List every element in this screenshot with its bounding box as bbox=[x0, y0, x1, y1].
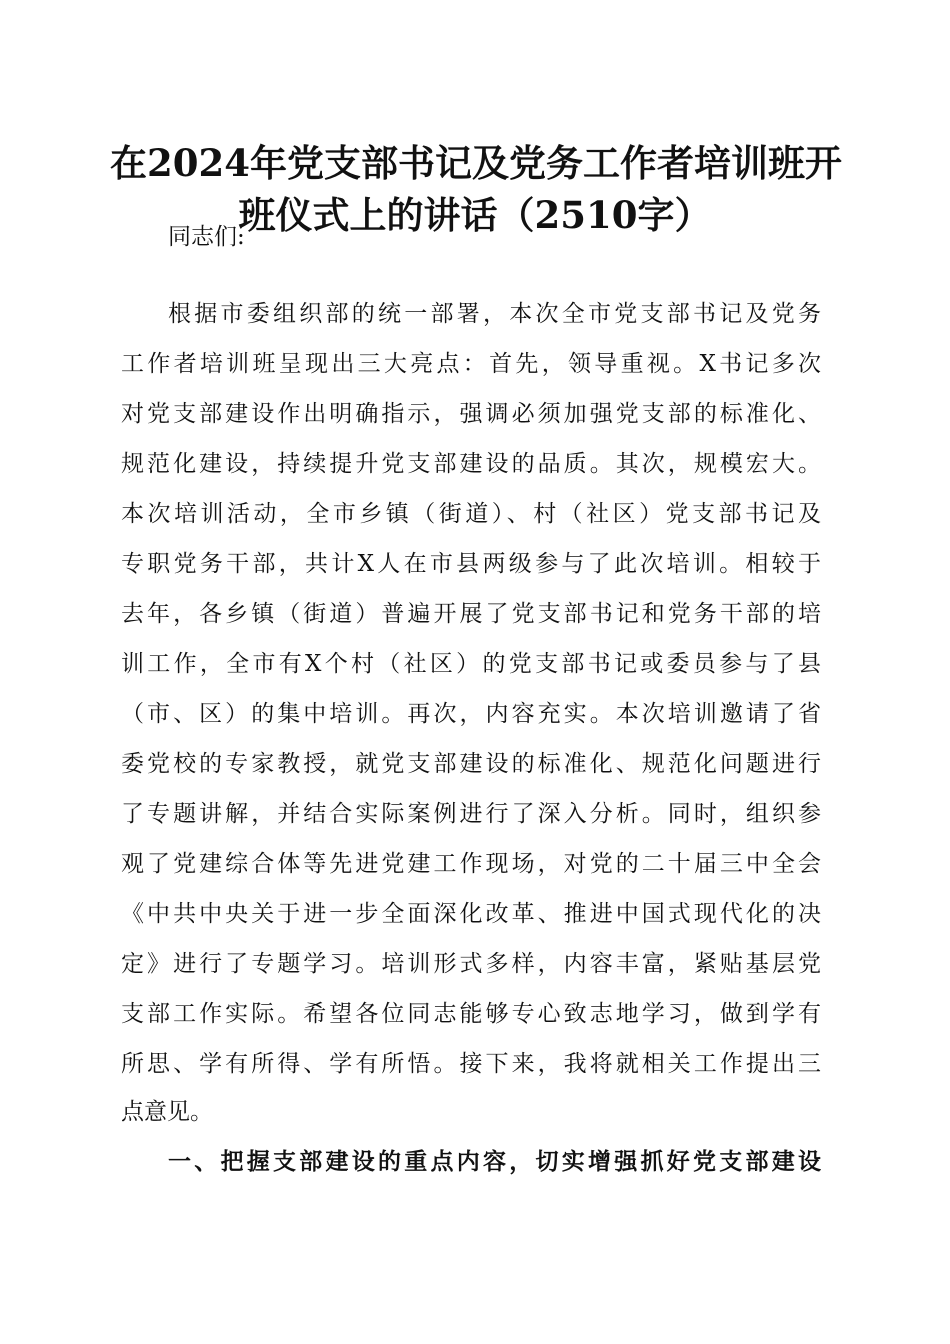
document-title-line-2: 班仪式上的讲话（2510字） bbox=[238, 193, 712, 237]
paragraph-line: 观了党建综合体等先进党建工作现场，对党的二十届三中全会 bbox=[121, 851, 821, 877]
paragraph-line: 所思、学有所得、学有所悟。接下来，我将就相关工作提出三 bbox=[121, 1051, 821, 1077]
paragraph-line: 对党支部建设作出明确指示，强调必须加强党支部的标准化、 bbox=[121, 401, 821, 427]
document-title-line-1: 在2024年党支部书记及党务工作者培训班开 bbox=[110, 141, 842, 185]
paragraph-line: 本次培训活动，全市乡镇（街道）、村（社区）党支部书记及 bbox=[121, 501, 821, 527]
paragraph-line: 根据市委组织部的统一部署，本次全市党支部书记及党务 bbox=[168, 301, 821, 327]
section-heading: 一、把握支部建设的重点内容，切实增强抓好党支部建设 bbox=[168, 1149, 821, 1175]
salutation: 同志们: bbox=[168, 224, 245, 250]
paragraph-line: 训工作，全市有X个村（社区）的党支部书记或委员参与了县 bbox=[121, 651, 821, 677]
paragraph-line: 点意见。 bbox=[121, 1099, 213, 1125]
paragraph-line: 了专题讲解，并结合实际案例进行了深入分析。同时，组织参 bbox=[121, 801, 821, 827]
paragraph-line: 规范化建设，持续提升党支部建设的品质。其次，规模宏大。 bbox=[121, 451, 821, 477]
paragraph-line: 委党校的专家教授，就党支部建设的标准化、规范化问题进行 bbox=[121, 751, 821, 777]
paragraph-line: 定》进行了专题学习。培训形式多样，内容丰富，紧贴基层党 bbox=[121, 951, 821, 977]
paragraph-line: 支部工作实际。希望各位同志能够专心致志地学习，做到学有 bbox=[121, 1001, 821, 1027]
paragraph-line: 去年，各乡镇（街道）普遍开展了党支部书记和党务干部的培 bbox=[121, 601, 821, 627]
paragraph-line: 《中共中央关于进一步全面深化改革、推进中国式现代化的决 bbox=[121, 901, 821, 927]
paragraph-line: （市、区）的集中培训。再次，内容充实。本次培训邀请了省 bbox=[121, 701, 821, 727]
paragraph-line: 专职党务干部，共计X人在市县两级参与了此次培训。相较于 bbox=[121, 551, 821, 577]
paragraph-line: 工作者培训班呈现出三大亮点：首先，领导重视。X书记多次 bbox=[121, 351, 821, 377]
